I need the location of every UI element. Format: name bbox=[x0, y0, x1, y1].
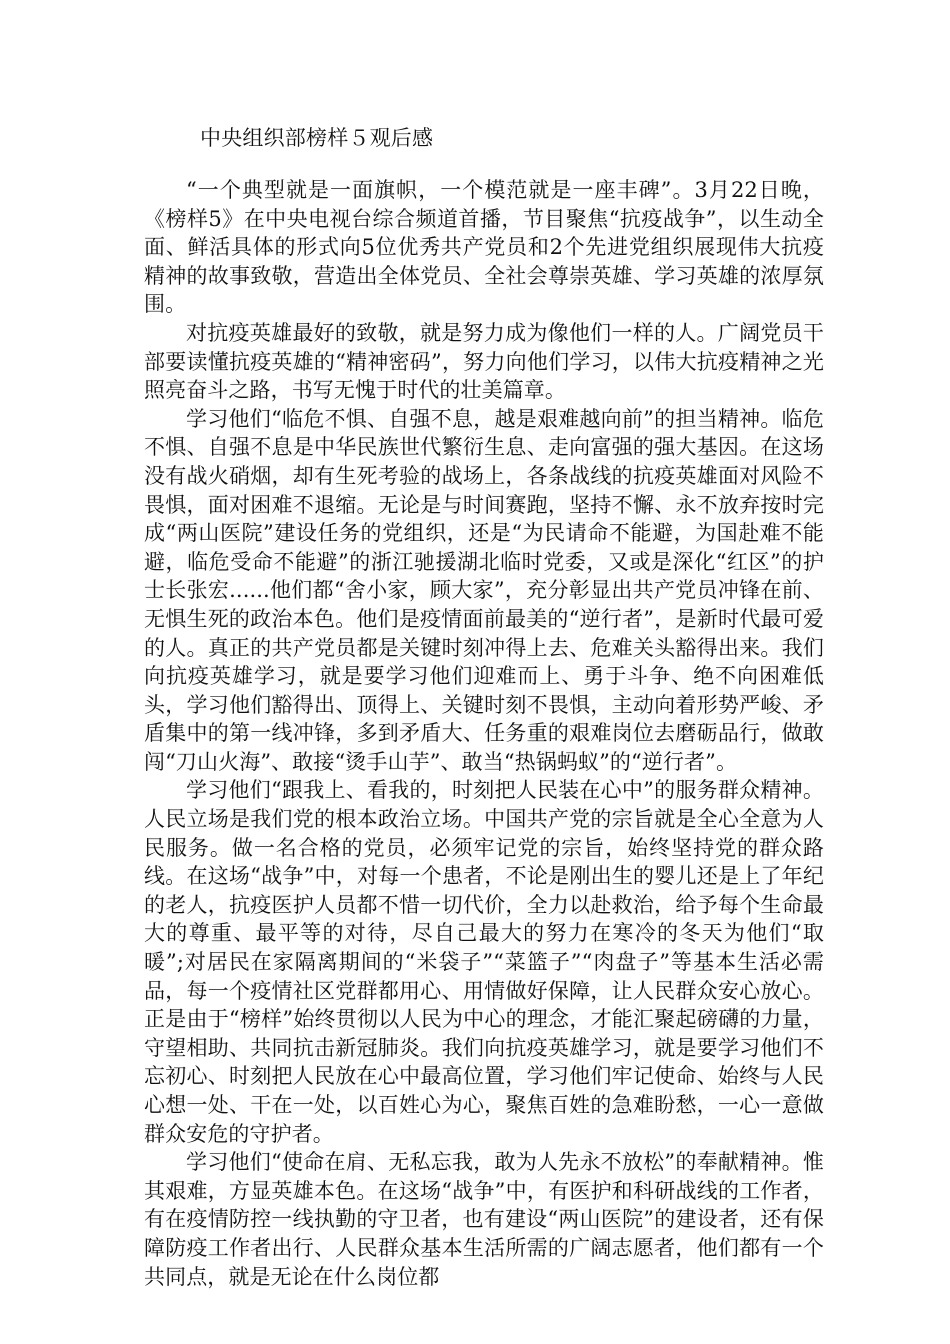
paragraph-5: 学习他们“使命在肩、无私忘我，敢为人先永不放松”的奉献精神。惟其艰难，方显英雄本色。在这场“战争”中，有医护和科研战线的工作者，有在疫情防控一线执勤的守卫者，也有建设“两山医院”的建设者，还有保障防疫工作者出行、人民群众基本生活所需的广阔志愿者，他们都有一个共同点，就是无论在什么岗位都 bbox=[144, 1150, 824, 1289]
paragraph-1: “一个典型就是一面旗帜，一个模范就是一座丰碑”。3月22日晚，《榜样5》在中央电视台综合频道首播，节目聚焦“抗疫战争”，以生动全面、鲜活具体的形式向5位优秀共产党员和2个先进党组织展现伟大抗疫精神的故事致敬，营造出全体党员、全社会尊崇英雄、学习英雄的浓厚氛围。 bbox=[144, 178, 824, 317]
paragraph-4: 学习他们“跟我上、看我的，时刻把人民装在心中”的服务群众精神。人民立场是我们党的根本政治立场。中国共产党的宗旨就是全心全意为人民服务。做一名合格的党员，必须牢记党的宗旨，始终坚持党的群众路线。在这场“战争”中，对每一个患者，不论是刚出生的婴儿还是上了年纪的老人，抗疫医护人员都不惜一切代价，全力以赴救治，给予每个生命最大的尊重、最平等的对待，尽自己最大的努力在寒冷的冬天为他们“取暖”;对居民在家隔离期间的“米袋子”“菜篮子”“肉盘子”等基本生活必需品，每一个疫情社区党群都用心、用情做好保障，让人民群众安心放心。正是由于“榜样”始终贯彻以人民为中心的理念，才能汇聚起磅礴的力量，守望相助、共同抗击新冠肺炎。我们向抗疫英雄学习，就是要学习他们不忘初心、时刻把人民放在心中最高位置，学习他们牢记使命、始终与人民心想一处、干在一处，以百姓心为心，聚焦百姓的急难盼愁，一心一意做群众安危的守护者。 bbox=[144, 778, 824, 1146]
document-body bbox=[144, 176, 824, 1291]
paragraph-3: 学习他们“临危不惧、自强不息，越是艰难越向前”的担当精神。临危不惧、自强不息是中华民族世代繁衍生息、走向富强的强大基因。在这场没有战火硝烟，却有生死考验的战场上，各条战线的抗疫英雄面对风险不畏惧，面对困难不退缩。无论是与时间赛跑，坚持不懈、永不放弃按时完成“两山医院”建设任务的党组织，还是“为民请命不能避，为国赴难不能避，临危受命不能避”的浙江驰援湖北临时党委，又或是深化“红区”的护士长张宏......他们都“舍小家，顾大家”，充分彰显出共产党员冲锋在前、无惧生死的政治本色。他们是疫情面前最美的“逆行者”，是新时代最可爱的人。真正的共产党员都是关键时刻冲得上去、危难关头豁得出来。我们向抗疫英雄学习，就是要学习他们迎难而上、勇于斗争、绝不向困难低头，学习他们豁得出、顶得上、关键时刻不畏惧，主动向着形势严峻、矛盾集中的第一线冲锋，多到矛盾大、任务重的艰难岗位去磨砺品行，做敢闯“刀山火海”、敢接“烫手山芋”、敢当“热锅蚂蚁”的“逆行者”。 bbox=[144, 406, 824, 774]
paragraph-2: 对抗疫英雄最好的致敬，就是努力成为像他们一样的人。广阔党员干部要读懂抗疫英雄的“精神密码”，努力向他们学习，以伟大抗疫精神之光照亮奋斗之路，书写无愧于时代的壮美篇章。 bbox=[144, 320, 824, 403]
document-title: 中央组织部榜样５观后感 bbox=[200, 126, 434, 150]
